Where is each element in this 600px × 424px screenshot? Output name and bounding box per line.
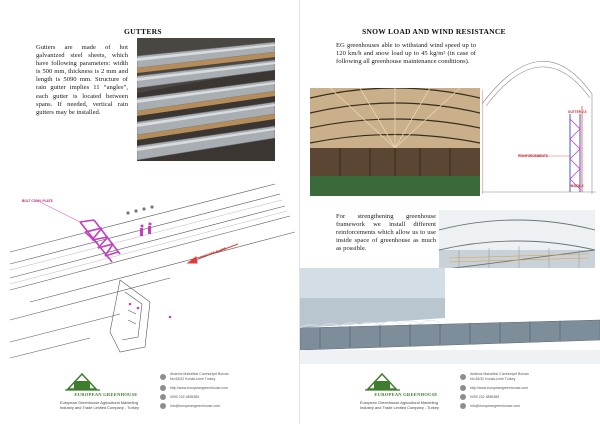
globe-icon (160, 385, 166, 391)
brand-name: EUROPEAN GREENHOUSE (374, 392, 438, 397)
phone-row (160, 394, 199, 400)
website-row (160, 385, 228, 391)
bottom-drawing-label: INSIDE-3 (570, 184, 584, 188)
reinforcements-label: REINFORCEMENTS (518, 154, 548, 158)
location-icon (160, 374, 166, 380)
right-page (300, 0, 600, 424)
right-footer (360, 369, 600, 423)
gutter-support-label: BOLT CONN. PLATE (22, 199, 53, 203)
phone-number: 0090 232 4855385 (170, 394, 200, 399)
phone-icon (160, 394, 166, 400)
slope-label: 3 DEGREE SLOPE (199, 246, 227, 260)
gutters-paragraph: Gutters are made of hot galvanized steel sheets, which have following parameters: width is 500 mm, thickness is 2 mm and length is 5090 mm. Structure of rain gutter implies 11 “angles”, each gutter is located between spans. If needed, vertical rain gutters may be installed. (36, 44, 128, 116)
tagline-line2: Industry and Trade Limited Company - Turkey (60, 405, 139, 410)
right-logo (360, 369, 452, 423)
snowy-greenhouse-photo (300, 268, 600, 364)
address-line1: Akdeniz Mahallesi Cumhuriyet Bulvarı (170, 372, 229, 376)
address-line2: No:63/32 Konak-Izmir Turkey (170, 376, 216, 381)
address-row (160, 372, 229, 381)
website-row (460, 385, 528, 391)
brand-name: EUROPEAN GREENHOUSE (74, 392, 138, 397)
gutter-technical-diagram (10, 182, 295, 364)
reinforcement-paragraph: For strengthening greenhouse framework we install different reinforcements which allow us to use inside space of greenhouse as much as possible. (336, 213, 436, 253)
phone-number: 0090 232 4855385 (470, 394, 500, 399)
tagline-line2: Industry and Trade Limited Company - Turkey (360, 405, 439, 410)
greenhouse-logo-icon (360, 369, 452, 393)
location-icon (460, 374, 466, 380)
email-icon (160, 403, 166, 409)
greenhouse-logo-icon (60, 369, 152, 393)
phone-icon (460, 394, 466, 400)
tagline-line1: European Greenhouse Agricultural Marketing (60, 400, 138, 405)
gutter-sheets-photo (137, 38, 275, 161)
snow-wind-heading: SNOW LOAD AND WIND RESISTANCE (362, 27, 506, 36)
address-line1: Akdeniz Mahallesi Cumhuriyet Bulvarı (470, 372, 529, 376)
gutters-heading: GUTTERS (124, 27, 162, 36)
globe-icon (460, 385, 466, 391)
address-row (460, 372, 529, 381)
email-icon (460, 403, 466, 409)
left-logo (60, 369, 152, 423)
website-link[interactable]: http://www.europeangreenhouse.com (170, 385, 228, 390)
phone-row (460, 394, 499, 400)
top-drawing-label: GUTTER 2.5 (568, 110, 587, 114)
email-link[interactable]: info@europeangreenhouse.com (170, 403, 221, 408)
tagline-line1: European Greenhouse Agricultural Marketing (360, 400, 438, 405)
website-link[interactable]: http://www.europeangreenhouse.com (470, 385, 528, 390)
snow-wind-paragraph: EG greenhouses able to withstand wind speed up to 120 km/h and snow load up to 45 kg/m² (in case of following all greenhouse maintenance conditions). (336, 42, 476, 66)
arch-structure-drawing (482, 44, 596, 194)
email-row (160, 403, 220, 409)
email-row (460, 403, 520, 409)
email-link[interactable]: info@europeangreenhouse.com (470, 403, 521, 408)
greenhouse-interior-photo (310, 88, 480, 196)
left-footer (60, 369, 300, 423)
address-line2: No:63/32 Konak-Izmir Turkey (470, 376, 516, 381)
